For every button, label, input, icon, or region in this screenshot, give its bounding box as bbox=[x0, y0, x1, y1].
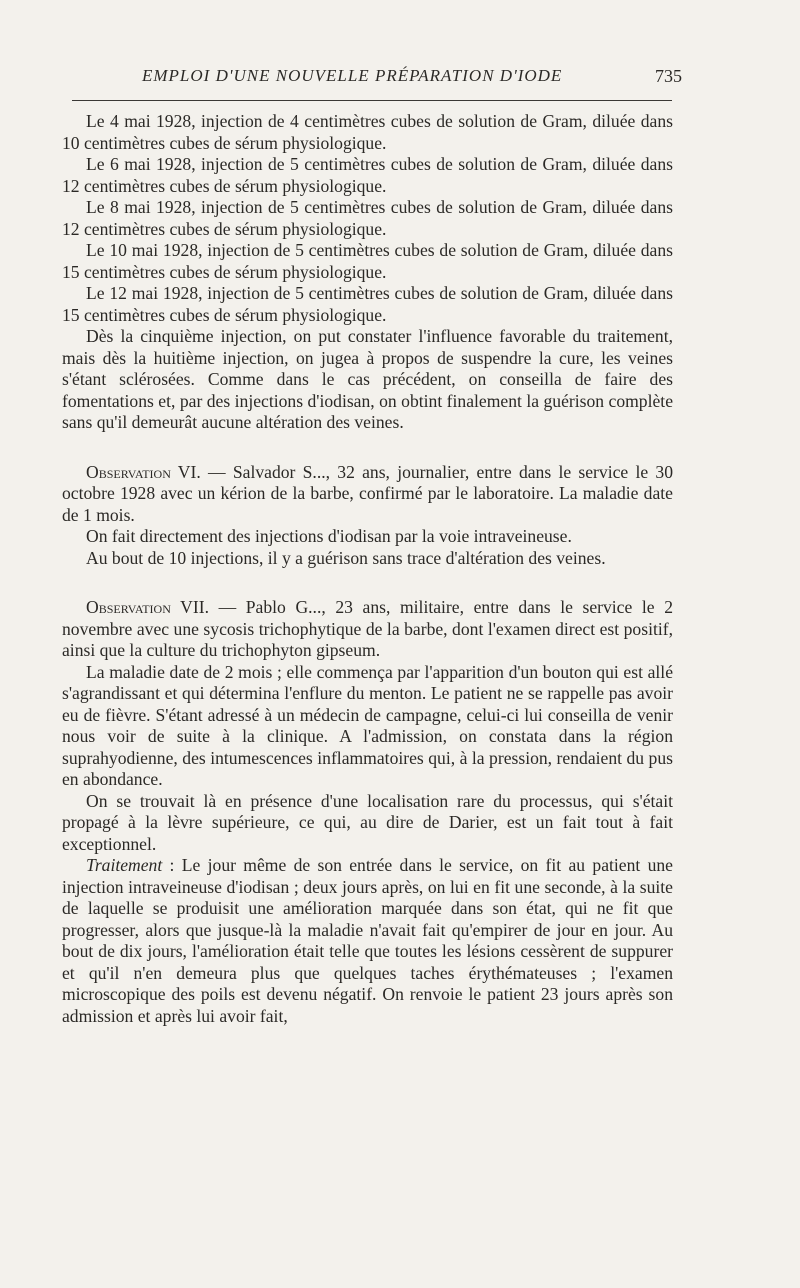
observation-6-text: — Salvador S..., 32 ans, journalier, entre dans le service le 30 octobre 1928 avec un kérion de la barbe, confirmé par le laboratoire. La maladie date de 1 mois. bbox=[62, 461, 673, 525]
header-rule bbox=[72, 100, 672, 101]
paragraph: On fait directement des injections d'iodisan par la voie intraveineuse. bbox=[86, 526, 572, 546]
running-title: EMPLOI D'UNE NOUVELLE PRÉPARATION D'IODE bbox=[142, 66, 563, 85]
paragraph: Dès la cinquième injection, on put constater l'influence favorable du traitement, mais dès la huitième injection, on jugea à propos de suspendre la cure, les veines s'étant sclérosées. Comme dans le cas précédent, on conseilla de faire des fomentations et, par des injections d'iodisan, on obtint finalement la guérison complète sans qu'il demeurât aucune altération des veines. bbox=[62, 326, 673, 432]
observation-7-label: Observation VII. bbox=[86, 597, 209, 617]
treatment-paragraph bbox=[62, 855, 673, 1027]
paragraph: Le 8 mai 1928, injection de 5 centimètres cubes de solution de Gram, diluée dans 12 centimètres cubes de sérum physiologique. bbox=[62, 197, 673, 239]
treatment-label: Traitement bbox=[86, 855, 163, 875]
observation-7-intro bbox=[62, 597, 673, 662]
observation-6-label: Observation VI. bbox=[86, 461, 201, 482]
paragraph: Le 4 mai 1928, injection de 4 centimètres cubes de solution de Gram, diluée dans 10 centimètres cubes de sérum physiologique. bbox=[62, 111, 673, 153]
observation-7-text: — Pablo G..., 23 ans, militaire, entre dans le service le 2 novembre avec une sycosis trichophytique de la barbe, dont l'examen direct est positif, ainsi que la culture du trichophyton gipseum. bbox=[62, 597, 673, 660]
page-number: 735 bbox=[655, 66, 682, 86]
paragraph: Le 10 mai 1928, injection de 5 centimètres cubes de solution de Gram, diluée dans 15 centimètres cubes de sérum physiologique. bbox=[62, 240, 673, 282]
paragraph: On se trouvait là en présence d'une localisation rare du processus, qui s'était propagé à la lèvre supérieure, ce qui, au dire de Darier, est un fait tout à fait exceptionnel. bbox=[62, 790, 673, 854]
paragraph: Le 6 mai 1928, injection de 5 centimètres cubes de solution de Gram, diluée dans 12 centimètres cubes de sérum physiologique. bbox=[62, 154, 673, 196]
observation-6-intro bbox=[62, 462, 673, 527]
body-text bbox=[62, 111, 673, 1027]
paragraph: Au bout de 10 injections, il y a guérison sans trace d'altération des veines. bbox=[86, 547, 606, 568]
treatment-text: : Le jour même de son entrée dans le service, on fit au patient une injection intraveineuse d'iodisan ; deux jours après, on lui en fit une seconde, à la suite de laquelle se produisit une amélioration marquée dans son état, qui ne fit que progresser, alors que jusque-là la maladie n'avait fait qu'empirer de jour en jour. Au bout de dix jours, l'amélioration était telle que toutes les lésions cessèrent de suppurer et qu'il n'en demeura plus que quelques taches érythémateuses ; l'examen microscopique des poils est devenu négatif. On renvoie le patient 23 jours après son admission et après lui avoir fait, bbox=[62, 855, 673, 1026]
paragraph: Le 12 mai 1928, injection de 5 centimètres cubes de solution de Gram, diluée dans 15 centimètres cubes de sérum physiologique. bbox=[62, 283, 673, 325]
paragraph: La maladie date de 2 mois ; elle commença par l'apparition d'un bouton qui est allé s'agrandissant et qui détermina l'enflure du menton. Le patient ne se rappelle pas avoir eu de fièvre. S'étant adressé à un médecin de campagne, celui-ci lui conseilla de venir nous voir de suite à la clinique. A l'admission, on constata dans la région suprahyodienne, des intumescences inflammatoires qui, à la pression, rendaient du pus en abondance. bbox=[62, 661, 673, 789]
page-header bbox=[70, 64, 682, 94]
